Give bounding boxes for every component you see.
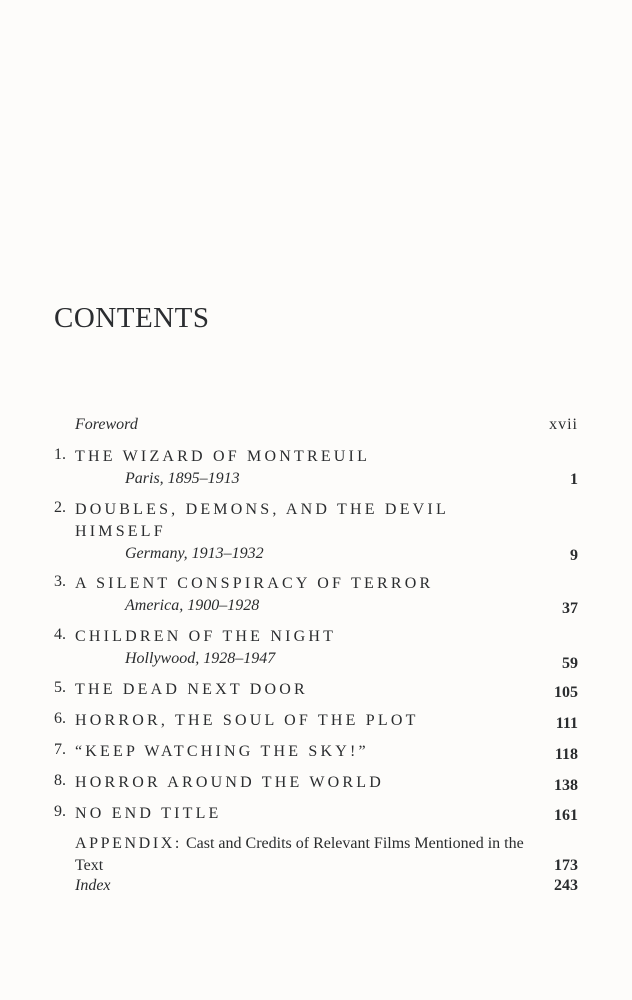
chapter-page: 59	[562, 655, 578, 672]
appendix-label: APPENDIX:	[75, 835, 182, 852]
chapter-subtitle: Hollywood, 1928–1947	[125, 650, 276, 667]
chapter-title: THE WIZARD OF MONTREUIL	[75, 448, 371, 465]
toc-entry-foreword	[54, 416, 578, 444]
chapter-title: A SILENT CONSPIRACY OF TERROR	[75, 575, 434, 592]
chapter-page: 111	[555, 715, 578, 732]
table-of-contents	[54, 416, 578, 899]
toc-entry-chapter	[54, 626, 578, 679]
page-title: CONTENTS	[54, 302, 210, 334]
chapter-number: 1.	[54, 446, 66, 463]
chapter-title: THE DEAD NEXT DOOR	[75, 681, 308, 698]
chapter-page: 105	[554, 684, 578, 701]
chapter-number: 5.	[54, 679, 66, 696]
chapter-number: 3.	[54, 573, 66, 590]
index-page: 243	[554, 877, 578, 894]
index-label: Index	[75, 877, 111, 894]
chapter-number: 8.	[54, 772, 66, 789]
toc-entry-appendix	[75, 833, 578, 877]
chapter-number: 6.	[54, 710, 66, 727]
toc-entry-chapter	[54, 803, 578, 833]
toc-entry-chapter	[54, 573, 578, 626]
appendix-page: 173	[554, 857, 578, 874]
foreword-label: Foreword	[75, 416, 138, 433]
chapter-number: 2.	[54, 499, 66, 516]
chapter-number: 7.	[54, 741, 66, 758]
toc-entry-chapter	[54, 679, 578, 710]
toc-entry-chapter	[54, 499, 578, 573]
chapter-subtitle: Paris, 1895–1913	[125, 470, 240, 487]
chapter-title: HORROR AROUND THE WORLD	[75, 774, 385, 791]
toc-entry-chapter	[54, 741, 578, 772]
appendix-description: Cast and Credits of Relevant Films Mentioned in the Text	[75, 835, 524, 874]
chapter-page: 161	[554, 807, 578, 824]
chapter-page: 1	[570, 471, 578, 488]
chapter-page: 9	[570, 547, 578, 564]
chapter-number: 4.	[54, 626, 66, 643]
chapter-page: 37	[562, 600, 578, 617]
toc-entry-chapter	[54, 710, 578, 741]
chapter-title: HORROR, THE SOUL OF THE PLOT	[75, 712, 419, 729]
chapter-title: CHILDREN OF THE NIGHT	[75, 628, 337, 645]
chapter-subtitle: Germany, 1913–1932	[125, 545, 264, 562]
toc-entry-chapter	[54, 772, 578, 803]
chapter-title: “KEEP WATCHING THE SKY!”	[75, 743, 369, 760]
foreword-page: xvii	[549, 416, 578, 433]
chapter-page: 118	[554, 746, 578, 763]
chapter-subtitle: America, 1900–1928	[125, 597, 260, 614]
chapter-number: 9.	[54, 803, 66, 820]
chapter-page: 138	[554, 777, 578, 794]
chapter-title: NO END TITLE	[75, 805, 222, 822]
toc-entry-chapter	[54, 446, 578, 499]
toc-entry-index	[75, 877, 578, 899]
chapter-title: DOUBLES, DEMONS, AND THE DEVIL HIMSELF	[75, 501, 449, 540]
